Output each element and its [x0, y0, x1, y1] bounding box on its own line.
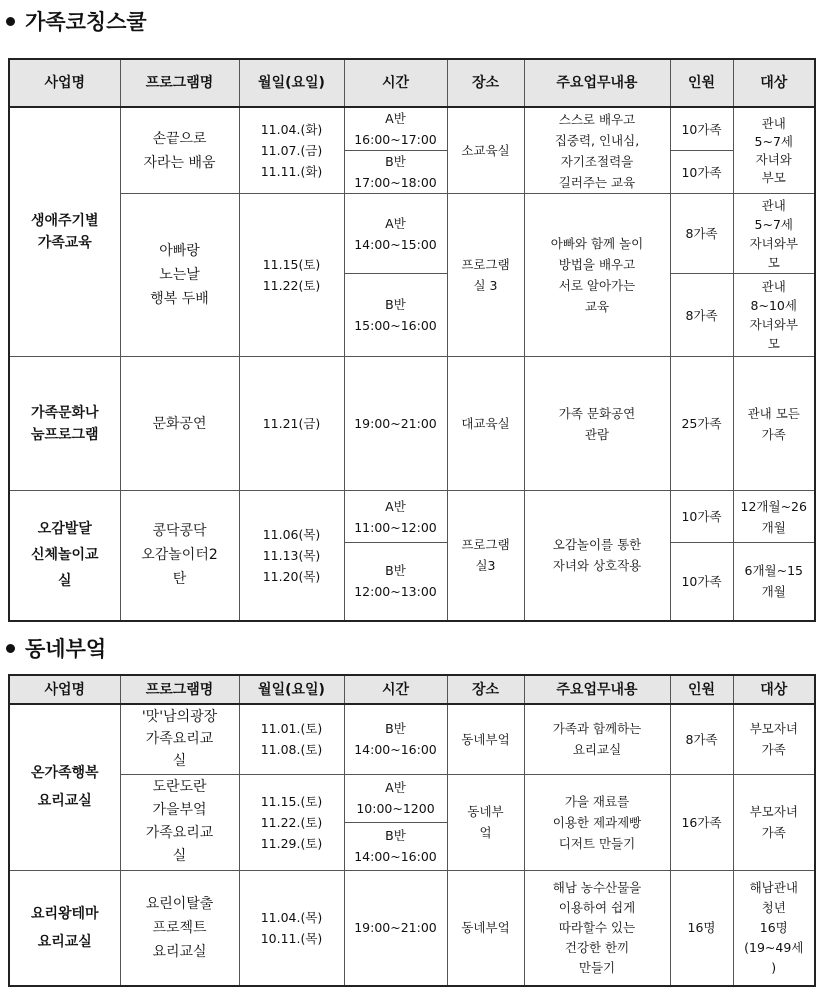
bullet-icon	[6, 17, 15, 26]
place-cell: 소교육실	[447, 107, 524, 194]
people-cell: 8가족	[670, 194, 733, 274]
content-cell: 가족 문화공연 관람	[524, 357, 670, 491]
table-row	[9, 774, 815, 822]
time-cell: A반 14:00~15:00	[344, 194, 447, 274]
business-name-cell: 오감발달 신체놀이교 실	[9, 491, 120, 621]
table-row	[9, 107, 815, 151]
table-row	[9, 704, 815, 774]
program-name-cell: 콩닥콩닥 오감놀이터2 탄	[120, 491, 239, 621]
time-cell: B반 17:00~18:00	[344, 151, 447, 194]
header-cell: 월일(요일)	[239, 675, 344, 704]
header-cell: 주요업무내용	[524, 59, 670, 107]
people-cell: 10가족	[670, 543, 733, 621]
program-name-cell: 요린이탈출 프로젝트 요리교실	[120, 870, 239, 986]
program-name-cell: 손끝으로 자라는 배움	[120, 107, 239, 194]
dates-cell: 11.21(금)	[239, 357, 344, 491]
time-cell: 19:00~21:00	[344, 357, 447, 491]
dates-cell: 11.06(목) 11.13(목) 11.20(목)	[239, 491, 344, 621]
header-cell: 대상	[733, 59, 815, 107]
place-cell: 동네부엌	[447, 870, 524, 986]
time-cell: A반 11:00~12:00	[344, 491, 447, 543]
target-cell: 부모자녀 가족	[733, 774, 815, 870]
program-name-cell: 도란도란 가을부엌 가족요리교 실	[120, 774, 239, 870]
target-cell: 해남관내 청년 16명 (19~49세 )	[733, 870, 815, 986]
place-cell: 대교육실	[447, 357, 524, 491]
header-cell: 주요업무내용	[524, 675, 670, 704]
header-cell: 프로그램명	[120, 59, 239, 107]
content-cell: 스스로 배우고 집중력, 인내심, 자기조절력을 길러주는 교육	[524, 107, 670, 194]
time-cell: B반 15:00~16:00	[344, 274, 447, 357]
time-cell: B반 14:00~16:00	[344, 704, 447, 774]
section-title-text: 가족코칭스쿨	[25, 10, 147, 34]
people-cell: 25가족	[670, 357, 733, 491]
header-cell: 프로그램명	[120, 675, 239, 704]
target-cell: 관내 5~7세 자녀와 부모	[733, 107, 815, 194]
people-cell: 16가족	[670, 774, 733, 870]
target-cell: 6개월~15 개월	[733, 543, 815, 621]
header-cell: 장소	[447, 59, 524, 107]
table-row	[9, 870, 815, 986]
dates-cell: 11.15.(토) 11.22.(토) 11.29.(토)	[239, 774, 344, 870]
people-cell: 10가족	[670, 491, 733, 543]
header-cell: 사업명	[9, 675, 120, 704]
place-cell: 동네부 엌	[447, 774, 524, 870]
people-cell: 10가족	[670, 107, 733, 151]
header-cell: 인원	[670, 675, 733, 704]
header-cell: 월일(요일)	[239, 59, 344, 107]
time-cell: B반 12:00~13:00	[344, 543, 447, 621]
place-cell: 프로그램 실3	[447, 491, 524, 621]
content-cell: 아빠와 함께 놀이 방법을 배우고 서로 알아가는 교육	[524, 194, 670, 357]
people-cell: 10가족	[670, 151, 733, 194]
program-name-cell: 문화공연	[120, 357, 239, 491]
content-cell: 가족과 함께하는 요리교실	[524, 704, 670, 774]
business-name-cell: 온가족행복 요리교실	[9, 704, 120, 870]
people-cell: 8가족	[670, 704, 733, 774]
target-cell: 12개월~26 개월	[733, 491, 815, 543]
content-cell: 가을 재료를 이용한 제과제빵 디저트 만들기	[524, 774, 670, 870]
dates-cell: 11.15(토) 11.22(토)	[239, 194, 344, 357]
section-title-text: 동네부엌	[25, 637, 107, 661]
business-name-cell: 요리왕테마 요리교실	[9, 870, 120, 986]
business-name-cell: 가족문화나 눔프로그램	[9, 357, 120, 491]
program-name-cell: '맛'남의광장 가족요리교 실	[120, 704, 239, 774]
dates-cell: 11.01.(토) 11.08.(토)	[239, 704, 344, 774]
time-cell: A반 10:00~1200	[344, 774, 447, 822]
time-cell: 19:00~21:00	[344, 870, 447, 986]
content-cell: 오감놀이를 통한 자녀와 상호작용	[524, 491, 670, 621]
people-cell: 16명	[670, 870, 733, 986]
section-title-family-coaching	[6, 6, 147, 36]
header-cell: 시간	[344, 59, 447, 107]
dates-cell: 11.04.(화) 11.07.(금) 11.11.(화)	[239, 107, 344, 194]
table-row	[9, 491, 815, 543]
table-row	[9, 357, 815, 491]
family-coaching-table	[8, 58, 816, 622]
content-cell: 해남 농수산물을 이용하여 쉽게 따라할수 있는 건강한 한끼 만들기	[524, 870, 670, 986]
dates-cell: 11.04.(목) 10.11.(목)	[239, 870, 344, 986]
bullet-icon	[6, 644, 15, 653]
business-name-cell: 생애주기별 가족교육	[9, 107, 120, 357]
target-cell: 관내 8~10세 자녀와부 모	[733, 274, 815, 357]
section-title-neighborhood-kitchen	[6, 633, 106, 663]
time-cell: B반 14:00~16:00	[344, 822, 447, 870]
table-row	[9, 194, 815, 274]
time-cell: A반 16:00~17:00	[344, 107, 447, 151]
program-name-cell: 아빠랑 노는날 행복 두배	[120, 194, 239, 357]
header-cell: 장소	[447, 675, 524, 704]
header-cell: 시간	[344, 675, 447, 704]
target-cell: 부모자녀 가족	[733, 704, 815, 774]
people-cell: 8가족	[670, 274, 733, 357]
header-cell: 대상	[733, 675, 815, 704]
header-cell: 인원	[670, 59, 733, 107]
target-cell: 관내 모든 가족	[733, 357, 815, 491]
place-cell: 프로그램 실 3	[447, 194, 524, 357]
place-cell: 동네부엌	[447, 704, 524, 774]
neighborhood-kitchen-table	[8, 674, 816, 987]
table-header-row	[9, 675, 815, 704]
table-header-row	[9, 59, 815, 107]
target-cell: 관내 5~7세 자녀와부 모	[733, 194, 815, 274]
header-cell: 사업명	[9, 59, 120, 107]
